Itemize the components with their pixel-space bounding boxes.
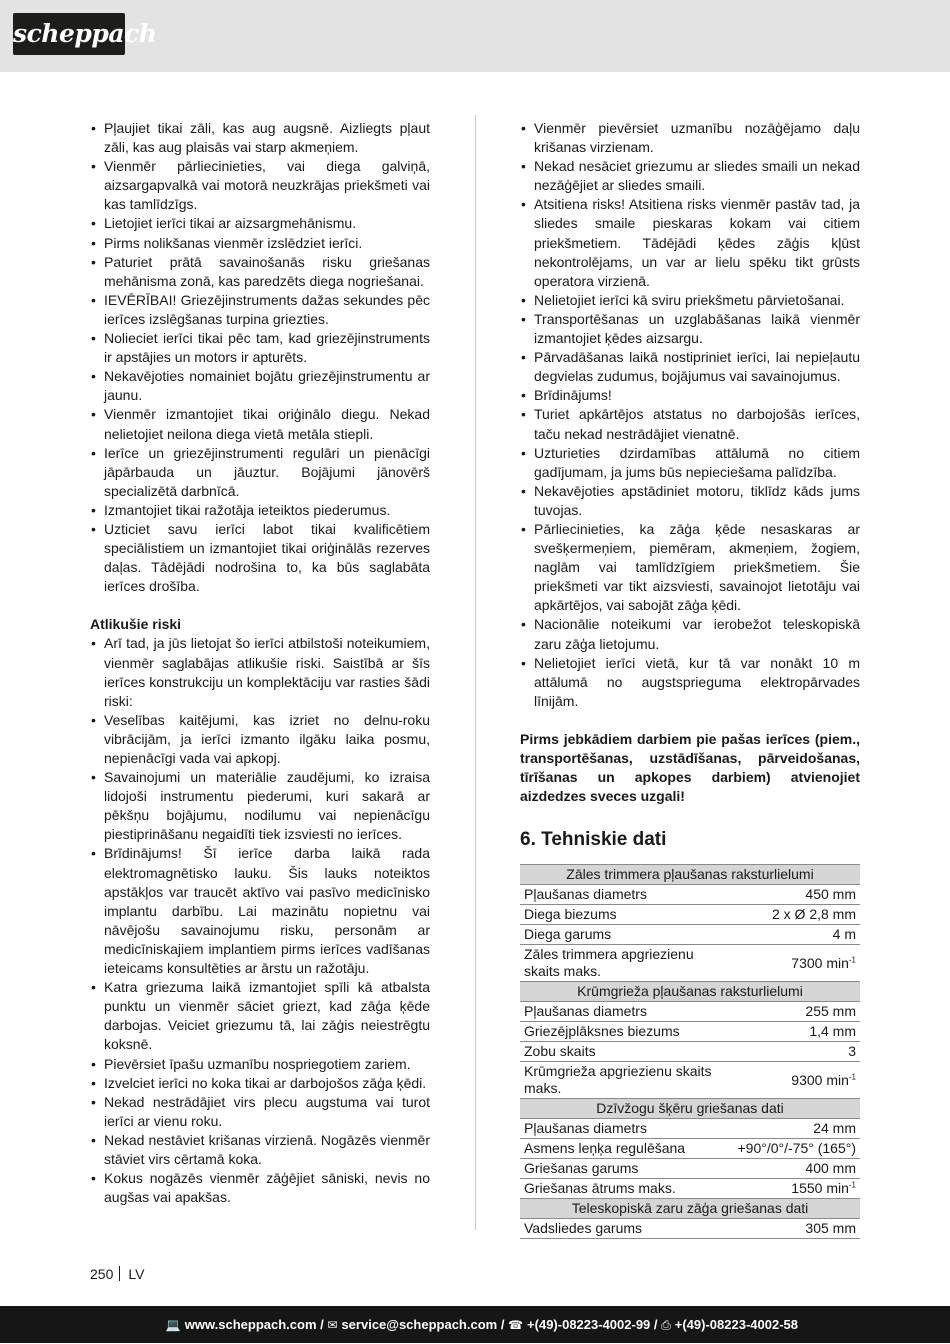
left-column (90, 119, 430, 1207)
page-language: LV (128, 1266, 145, 1282)
website-link[interactable]: www.scheppach.com (184, 1317, 317, 1332)
phone-number: +(49)-08223-4002-99 (527, 1317, 651, 1332)
safety-list (90, 119, 430, 596)
list-item: • Vienmēr izmantojiet tikai oriģinālo diegu. Nekad nelietojiet neilona diega vietā metāla stiepli. (90, 405, 430, 443)
column-divider (475, 115, 476, 1230)
phone-icon: ☎ (508, 1318, 524, 1332)
spec-label: Zobu skaits (520, 1042, 733, 1062)
spec-value: 2 x Ø 2,8 mm (733, 905, 860, 925)
spec-value-text: 1550 min (791, 1180, 849, 1197)
spec-value: 24 mm (733, 1119, 860, 1139)
list-item: • Nekad nestrādājiet virs plecu augstuma vai turot ierīci ar vienu roku. (90, 1093, 430, 1131)
list-item: • Katra griezuma laikā izmantojiet spīli kā atbalsta punktu un vienmēr sāciet griezt, kad zāģa ķēde darbojas. Veiciet griezumu tā, lai zāģis neiestrēgtu koksnē. (90, 978, 430, 1054)
spec-label: Pļaušanas diametrs (520, 1119, 733, 1139)
page-number (90, 1265, 144, 1283)
list-item: • Brīdinājums! Šī ierīce darba laikā rada elektromagnētisko lauku. Šis lauks noteiktos apstākļos var traucēt aktīvo vai pasīvo medicīnisko implantu darbību. Lai mazinātu nopietnu vai nāvējošu savainojumu risku, personām ar medicīniskajiem implantiem pirms ierīces vadīšanas ieteicams konsultēties ar ārstu un ražotāju. (90, 844, 430, 978)
spec-label: Griešanas garums (520, 1159, 733, 1179)
table-row (520, 1022, 860, 1042)
list-item: • Nacionālie noteikumi var ierobežot teleskopiskā zaru zāģa lietojumu. (520, 615, 860, 653)
spec-value (733, 1179, 860, 1199)
table-row (520, 925, 860, 945)
spec-value-text: 7300 min (791, 954, 849, 971)
email-link[interactable]: service@scheppach.com (341, 1317, 498, 1332)
table-row (520, 1139, 860, 1159)
list-item: • IEVĒRĪBAI! Griezējinstruments dažas sekundes pēc ierīces izslēgšanas turpina griezties. (90, 291, 430, 329)
list-item: • Pievērsiet īpašu uzmanību nospriegotiem zariem. (90, 1055, 430, 1074)
list-item: • Uzticiet savu ierīci labot tikai kvalificētiem speciālistiem un izmantojiet tikai oriģinālās rezerves daļas. Tādējādi nodrošina to, ka būs saglabāta ierīces drošība. (90, 520, 430, 596)
table-row (520, 945, 860, 982)
table-row (520, 1062, 860, 1099)
list-item: • Uzturieties dzirdamības attālumā no citiem gadījumam, ja jums būs nepieciešama palīdzība. (520, 444, 860, 482)
list-item: • Vienmēr pievērsiet uzmanību nozāģējamo daļu krišanas virzienam. (520, 119, 860, 157)
table-row (520, 1219, 860, 1239)
table-row (520, 885, 860, 905)
spec-value: 4 m (733, 925, 860, 945)
list-item: • Veselības kaitējumi, kas izriet no delnu-roku vibrācijām, ja ierīci izmanto ilgāku laika posmu, nepienācīgi vada vai apkopj. (90, 711, 430, 768)
spec-value: 305 mm (733, 1219, 860, 1239)
list-item: • Pārliecinieties, ka zāģa ķēde nesaskaras ar svešķermeņiem, piemēram, akmeņiem, žogiem, naglām vai tamlīdzīgiem priekšmetiem. Šie priekšmeti var tikt aizsviesti, savainojot lietotāju vai apkārtējos, vai sabojāt zāģa ķēdi. (520, 520, 860, 615)
list-item: • Paturiet prātā savainošanās risku griešanas mehānisma zonā, kas paredzēts diega nogriešanai. (90, 253, 430, 291)
page-number-value: 250 (90, 1266, 114, 1282)
spec-label: Vadsliedes garums (520, 1219, 733, 1239)
list-item: • Nelietojiet ierīci vietā, kur tā var nonākt 10 m attālumā no augstsprieguma elektropārvades līnijām. (520, 654, 860, 711)
list-item: • Kokus nogāzēs vienmēr zāģējiet sāniski, nevis no augšas vai apakšas. (90, 1169, 430, 1207)
page-header (0, 0, 950, 72)
list-item: • Pļaujiet tikai zāli, kas aug augsnē. Aizliegts pļaut zāli, kas aug plaisās vai starp akmeņiem. (90, 119, 430, 157)
spec-label: Diega biezums (520, 905, 733, 925)
technical-data-table (520, 864, 860, 1239)
table-group-row (520, 1199, 860, 1219)
list-item: • Lietojiet ierīci tikai ar aizsargmehānismu. (90, 214, 430, 233)
list-item: • Nolieciet ierīci tikai pēc tam, kad griezējinstruments ir apstājies un motors ir apturēts. (90, 329, 430, 367)
list-item: • Izmantojiet tikai ražotāja ieteiktos piederumus. (90, 501, 430, 520)
section-title: 6. Tehniskie dati (520, 829, 667, 851)
scheppach-logo: scheppach (13, 13, 125, 55)
group-label: Zāles trimmera pļaušanas raksturlielumi (520, 865, 860, 885)
spec-value-text: 9300 min (791, 1071, 849, 1088)
spec-value: +90°/0°/-75° (165°) (733, 1139, 860, 1159)
table-row (520, 1002, 860, 1022)
list-item: • Transportēšanas un uzglabāšanas laikā vienmēr izmantojiet ķēdes aizsargu. (520, 310, 860, 348)
list-item: • Brīdinājums! (520, 386, 860, 405)
spec-unit-exponent: -1 (848, 1072, 856, 1082)
contact-footer (0, 1306, 950, 1343)
list-item: • Nekad nesāciet griezumu ar sliedes smaili un nekad nezāģējiet ar sliedes smaili. (520, 157, 860, 195)
spec-label: Zāles trimmera apgriezienu skaits maks. (520, 945, 733, 982)
footer-separator: / (500, 1317, 505, 1332)
list-item: • Ierīce un griezējinstrumenti regulāri un pienācīgi jāpārbauda un jāuztur. Bojājumi jānovērš specializētā darbnīcā. (90, 444, 430, 501)
table-row (520, 905, 860, 925)
group-label: Teleskopiskā zaru zāģa griešanas dati (520, 1199, 860, 1219)
spec-value (733, 945, 860, 982)
list-item: • Arī tad, ja jūs lietojat šo ierīci atbilstoši noteikumiem, vienmēr saglabājas atlikušie riski. Saistībā ar šīs ierīces konstrukciju un komplektāciju var rasties šādi riski: (90, 634, 430, 710)
list-item: • Nekavējoties apstādiniet motoru, tiklīdz kāds jums tuvojas. (520, 482, 860, 520)
spec-label: Diega garums (520, 925, 733, 945)
spec-value: 1,4 mm (733, 1022, 860, 1042)
list-item: • Nelietojiet ierīci kā sviru priekšmetu pārvietošanai. (520, 291, 860, 310)
residual-risks-list (90, 634, 430, 1207)
list-item: • Vienmēr pārliecinieties, vai diega galviņā, aizsargapvalkā vai motorā neuzkrājas priekšmeti vai kas tamlīdzīgs. (90, 157, 430, 214)
table-row (520, 1159, 860, 1179)
spark-plug-warning: Pirms jebkādiem darbiem pie pašas ierīces (piem., transportēšanas, uzstādīšanas, pārveidošanas, tīrīšanas un apkopes darbiem) atvienojiet aizdedzes sveces uzgali! (520, 730, 860, 805)
spec-label: Griezējplāksnes biezums (520, 1022, 733, 1042)
safety-list-continued (520, 119, 860, 711)
spec-label: Pļaušanas diametrs (520, 1002, 733, 1022)
spec-value: 450 mm (733, 885, 860, 905)
list-item: • Savainojumi un materiālie zaudējumi, ko izraisa lidojoši instrumentu piederumi, kuri sakarā ar pēkšņu bojājumu, nodilumu vai nepienācīgu piestiprināšanu negaidīti tiek izsviesti no ierīces. (90, 768, 430, 844)
list-item: • Nekad nestāviet krišanas virzienā. Nogāzēs vienmēr stāviet virs cērtamā koka. (90, 1131, 430, 1169)
table-group-row (520, 1099, 860, 1119)
table-row (520, 1119, 860, 1139)
fax-icon: ⎙ (661, 1318, 671, 1332)
group-label: Dzīvžogu šķēru griešanas dati (520, 1099, 860, 1119)
list-item: • Pirms nolikšanas vienmēr izslēdziet ierīci. (90, 234, 430, 253)
spec-value: 255 mm (733, 1002, 860, 1022)
spec-label: Asmens leņķa regulēšana (520, 1139, 733, 1159)
fax-number: +(49)-08223-4002-58 (674, 1317, 798, 1332)
residual-risks-heading: Atlikušie riski (90, 616, 182, 633)
table-group-row (520, 865, 860, 885)
right-column (520, 119, 860, 1239)
mail-icon: ✉ (327, 1318, 338, 1332)
table-group-row (520, 982, 860, 1002)
spec-value: 3 (733, 1042, 860, 1062)
list-item: • Izvelciet ierīci no koka tikai ar darbojošos zāģa ķēdi. (90, 1074, 430, 1093)
spec-unit-exponent: -1 (848, 955, 856, 965)
footer-separator: / (320, 1317, 324, 1332)
spec-label: Griešanas ātrums maks. (520, 1179, 733, 1199)
list-item: • Atsitiena risks! Atsitiena risks vienmēr pastāv tad, ja sliedes smaile pieskaras kokam vai citiem priekšmetiem. Tādējādi ķēdes zāģis kļūst nekontrolējams, un var ar lielu spēku tikt grūsts operatora virzienā. (520, 195, 860, 290)
page-number-separator (119, 1266, 120, 1281)
spec-unit-exponent: -1 (848, 1180, 856, 1190)
group-label: Krūmgrieža pļaušanas raksturlielumi (520, 982, 860, 1002)
list-item: • Nekavējoties nomainiet bojātu griezējinstrumentu ar jaunu. (90, 367, 430, 405)
spec-value: 400 mm (733, 1159, 860, 1179)
spec-label: Pļaušanas diametrs (520, 885, 733, 905)
table-row (520, 1042, 860, 1062)
list-item: • Pārvadāšanas laikā nostipriniet ierīci, lai nepieļautu degvielas zudumus, bojājumus vai savainojumus. (520, 348, 860, 386)
spec-value (733, 1062, 860, 1099)
table-row (520, 1179, 860, 1199)
list-item: • Turiet apkārtējos atstatus no darbojošās ierīces, taču nekad nestrādājiet vienatnē. (520, 405, 860, 443)
spec-label: Krūmgrieža apgriezienu skaits maks. (520, 1062, 733, 1099)
computer-icon: 💻 (165, 1318, 181, 1332)
footer-separator: / (653, 1317, 658, 1332)
